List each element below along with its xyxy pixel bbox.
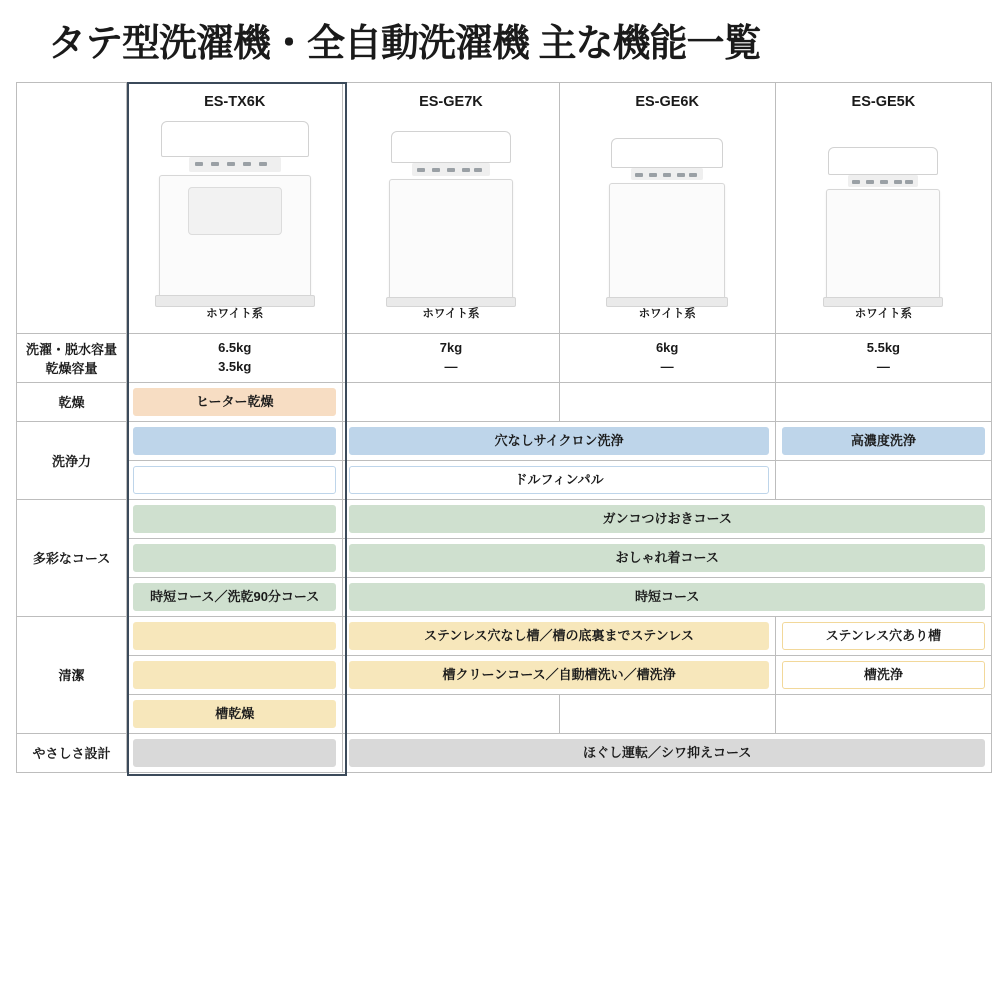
washpower-cell-0-3 <box>775 421 991 460</box>
washpower-cell-1-1 <box>343 460 775 499</box>
capacity-wash-0: 6.5kg <box>218 339 252 355</box>
feature-tag-tub-clean-course: 槽クリーンコース／自動槽洗い／槽洗浄 <box>349 661 768 689</box>
product-color-1: ホワイト系 <box>422 308 480 321</box>
row-header-dry: 乾燥 <box>17 382 127 421</box>
feature-tag-delicate-course: おしゃれ着コース <box>349 544 985 572</box>
clean-cell-2-2 <box>559 694 775 733</box>
clean-cell-2-0 <box>127 694 343 733</box>
product-image-0 <box>127 110 342 305</box>
gentle-cell-0 <box>127 733 343 772</box>
clean-cell-2-3 <box>775 694 991 733</box>
dry-cell-1 <box>343 382 559 421</box>
washpower-cell-0-1 <box>343 421 775 460</box>
washpower-cell-1-3 <box>775 460 991 499</box>
dry-cell-0 <box>127 382 343 421</box>
capacity-dry-0: 3.5kg <box>218 358 252 374</box>
table-row-clean-2 <box>17 655 992 694</box>
capacity-dry-3: — <box>876 358 890 374</box>
dry-cell-2 <box>559 382 775 421</box>
capacity-cell-2 <box>559 333 775 382</box>
product-model-2: ES-GE6K <box>635 94 699 111</box>
feature-tag-quick-course-tx: 時短コース／洗乾90分コース <box>133 583 336 611</box>
capacity-wash-3: 5.5kg <box>866 339 900 355</box>
table-row-dry <box>17 382 992 421</box>
feature-tag-stainless-holeless-tub: ステンレス穴なし槽／槽の底裏までステンレス <box>349 622 768 650</box>
washpower-cell-1-0 <box>127 460 343 499</box>
clean-cell-0-0 <box>127 616 343 655</box>
feature-tag-blank-0 <box>133 427 336 455</box>
product-cell-0 <box>127 82 343 333</box>
feature-tag-blank-4 <box>133 622 336 650</box>
row-header-capacity <box>17 333 127 382</box>
clean-cell-0-1 <box>343 616 775 655</box>
feature-tag-blank-3 <box>133 544 336 572</box>
feature-tag-tub-dry: 槽乾燥 <box>133 700 336 728</box>
courses-cell-0-1 <box>343 499 992 538</box>
table-row-courses-3 <box>17 577 992 616</box>
capacity-dry-1: — <box>444 358 458 374</box>
feature-tag-blank-6 <box>133 739 336 767</box>
courses-cell-1-0 <box>127 538 343 577</box>
capacity-cell-1 <box>343 333 559 382</box>
row-header-capacity-line2: 乾燥容量 <box>45 360 98 376</box>
product-model-0: ES-TX6K <box>204 94 266 111</box>
feature-tag-cyclone-wash: 穴なしサイクロン洗浄 <box>349 427 768 455</box>
row-header-clean: 清潔 <box>17 616 127 733</box>
feature-tag-blank-2 <box>133 505 336 533</box>
product-image-2 <box>560 110 775 305</box>
feature-comparison-table <box>16 82 992 773</box>
table-row-courses-1 <box>17 499 992 538</box>
row-header-courses: 多彩なコース <box>17 499 127 616</box>
capacity-wash-2: 6kg <box>655 339 679 355</box>
row-header-gentle: やさしさ設計 <box>17 733 127 772</box>
washpower-cell-0-0 <box>127 421 343 460</box>
product-cell-1 <box>343 82 559 333</box>
feature-tag-dolphin-pal: ドルフィンパル <box>349 466 768 494</box>
feature-tag-blank-1 <box>133 466 336 494</box>
feature-tag-high-density-wash: 高濃度洗浄 <box>782 427 985 455</box>
feature-tag-quick-course: 時短コース <box>349 583 985 611</box>
clean-cell-2-1 <box>343 694 559 733</box>
clean-cell-1-3 <box>775 655 991 694</box>
product-image-1 <box>343 110 558 305</box>
product-model-1: ES-GE7K <box>419 94 483 111</box>
table-row-clean-1 <box>17 616 992 655</box>
clean-cell-1-1 <box>343 655 775 694</box>
table-row-capacity <box>17 333 992 382</box>
product-color-2: ホワイト系 <box>638 308 696 321</box>
gentle-cell-1 <box>343 733 992 772</box>
dry-cell-3 <box>775 382 991 421</box>
courses-cell-1-1 <box>343 538 992 577</box>
feature-tag-heater-dry: ヒーター乾燥 <box>133 388 336 416</box>
clean-cell-1-0 <box>127 655 343 694</box>
product-cell-3 <box>775 82 991 333</box>
courses-cell-0-0 <box>127 499 343 538</box>
row-header-empty <box>17 82 127 333</box>
capacity-dry-2: — <box>660 358 674 374</box>
product-model-3: ES-GE5K <box>851 94 916 111</box>
courses-cell-2-1 <box>343 577 992 616</box>
table-row-washpower-2 <box>17 460 992 499</box>
feature-tag-blank-5 <box>133 661 336 689</box>
capacity-wash-1: 7kg <box>439 339 463 355</box>
capacity-cell-0 <box>127 333 343 382</box>
feature-tag-stainless-holed-tub: ステンレス穴あり槽 <box>782 622 985 650</box>
feature-tag-tub-wash: 槽洗浄 <box>782 661 985 689</box>
page-title: タテ型洗濯機・全自動洗濯機 主な機能一覧 <box>48 23 761 65</box>
courses-cell-2-0 <box>127 577 343 616</box>
product-cell-2 <box>559 82 775 333</box>
row-header-washpower: 洗浄力 <box>17 421 127 499</box>
table-row-washpower-1 <box>17 421 992 460</box>
table-row-products <box>17 82 992 333</box>
row-header-capacity-line1: 洗濯・脱水容量 <box>26 341 118 357</box>
table-row-gentle <box>17 733 992 772</box>
product-color-0: ホワイト系 <box>206 308 264 321</box>
product-image-3 <box>776 110 991 305</box>
capacity-cell-3 <box>775 333 991 382</box>
table-row-courses-2 <box>17 538 992 577</box>
table-row-clean-3 <box>17 694 992 733</box>
product-color-3: ホワイト系 <box>854 308 912 321</box>
clean-cell-0-3 <box>775 616 991 655</box>
feature-tag-loosen-wrinkle: ほぐし運転／シワ抑えコース <box>349 739 985 767</box>
feature-tag-soak-course: ガンコつけおきコース <box>349 505 985 533</box>
